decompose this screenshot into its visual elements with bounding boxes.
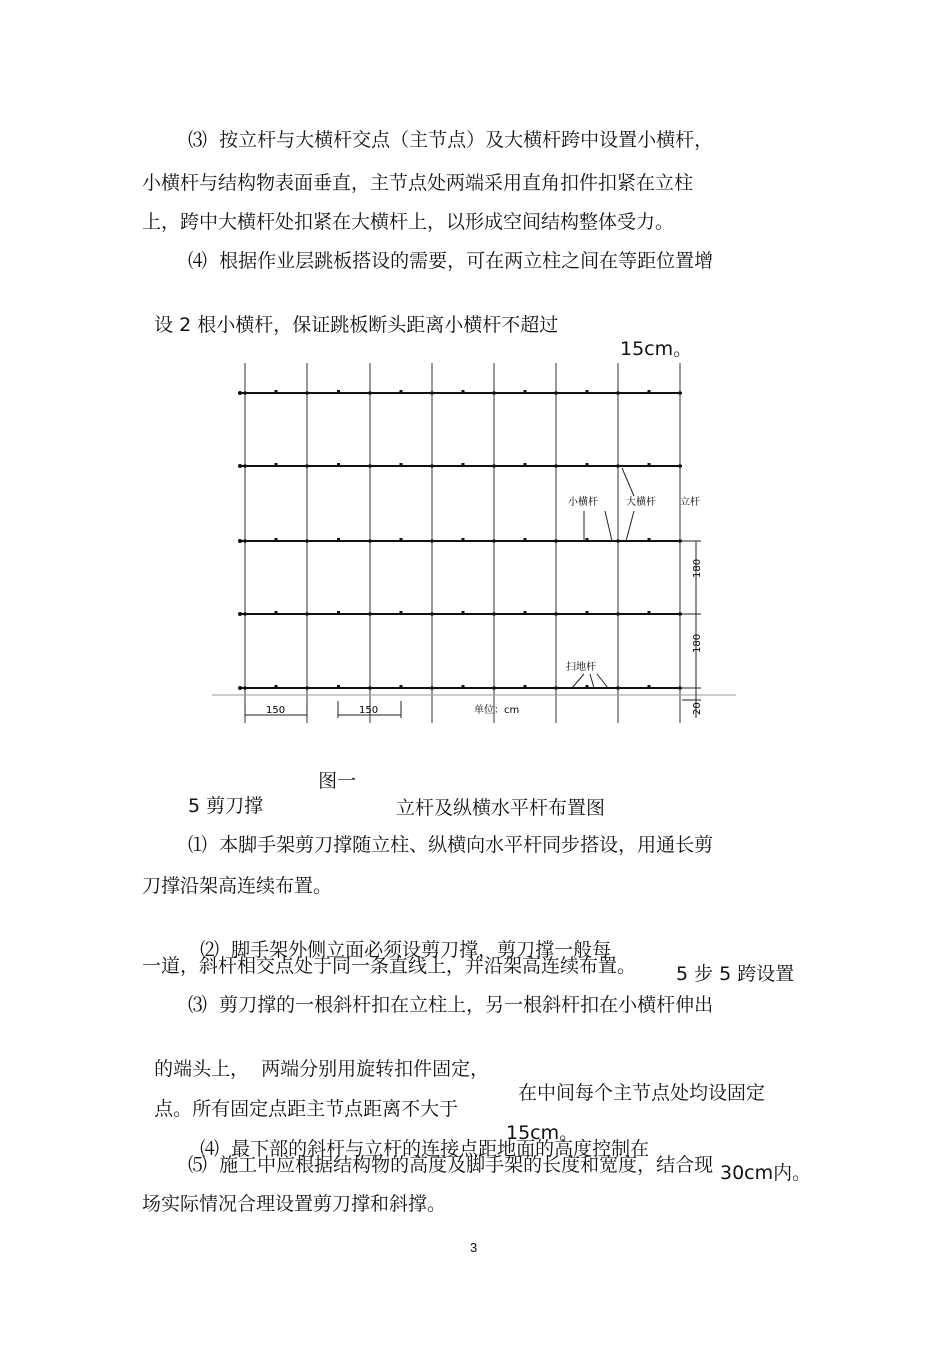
- section-title: 5 剪刀撑: [188, 795, 264, 817]
- small-bar-label: 小横杆: [568, 497, 598, 508]
- node-coupler: [492, 612, 496, 616]
- dim-150-b: 150: [359, 705, 379, 716]
- paragraph-tail: 5 步 5 跨设置: [676, 963, 795, 985]
- node-coupler: [616, 464, 620, 468]
- small-bar-coupler: [462, 390, 465, 393]
- node-coupler: [243, 464, 247, 468]
- small-bar-coupler: [400, 611, 403, 614]
- small-bar-coupler: [524, 685, 527, 688]
- small-bar-coupler: [337, 390, 340, 393]
- node-coupler: [368, 612, 372, 616]
- node-coupler: [305, 391, 309, 395]
- bar-end: [238, 391, 242, 395]
- small-bar-coupler: [337, 463, 340, 466]
- small-bar-coupler: [337, 685, 340, 688]
- small-bar-coupler: [586, 463, 589, 466]
- small-bar-coupler: [648, 463, 651, 466]
- bar-end: [238, 464, 242, 468]
- node-coupler: [554, 612, 558, 616]
- small-bar-coupler: [337, 538, 340, 541]
- node-coupler: [305, 612, 309, 616]
- caption-number: 图一: [318, 770, 357, 792]
- node-coupler: [616, 686, 620, 690]
- paragraph-text: ⑵ 脚手架外侧立面必须设剪刀撑，剪刀撑一般每: [200, 939, 612, 961]
- paragraph-line: ⑷ 根据作业层跳板搭设的需要，可在两立柱之间在等距位置增: [188, 250, 714, 272]
- paragraph-text: 点。所有固定点距主节点距离不大于: [154, 1098, 459, 1120]
- node-coupler: [616, 612, 620, 616]
- node-coupler: [430, 612, 434, 616]
- small-bar-coupler: [400, 463, 403, 466]
- paragraph-line: 一道，斜杆相交点处于同一条直线上，并沿架高连续布置。: [142, 955, 637, 977]
- node-coupler: [305, 464, 309, 468]
- scaffold-layout-figure: [212, 358, 736, 726]
- small-bar-coupler: [648, 685, 651, 688]
- bar-end: [238, 539, 242, 543]
- node-coupler: [430, 539, 434, 543]
- paragraph-tail: 15cm。: [506, 1122, 579, 1144]
- small-bar-coupler: [648, 390, 651, 393]
- small-bar-coupler: [524, 463, 527, 466]
- node-coupler: [678, 539, 682, 543]
- small-bar-coupler: [275, 538, 278, 541]
- node-coupler: [430, 686, 434, 690]
- small-bar-coupler: [337, 611, 340, 614]
- node-coupler: [243, 686, 247, 690]
- sweep-bar-label: 扫地杆: [566, 662, 596, 673]
- node-coupler: [492, 686, 496, 690]
- small-bar-coupler: [400, 685, 403, 688]
- small-bar-coupler: [524, 538, 527, 541]
- node-coupler: [678, 612, 682, 616]
- paragraph-line: 上，跨中大横杆处扣紧在大横杆上，以形成空间结构整体受力。: [142, 211, 675, 233]
- node-coupler: [678, 391, 682, 395]
- small-bar-coupler: [586, 611, 589, 614]
- small-bar-coupler: [400, 538, 403, 541]
- node-coupler: [368, 391, 372, 395]
- paragraph-text: 的端头上， 两端分别用旋转扣件固定，: [154, 1058, 490, 1080]
- small-bar-coupler: [648, 611, 651, 614]
- node-coupler: [616, 539, 620, 543]
- small-bar-coupler: [462, 685, 465, 688]
- small-bar-coupler: [462, 611, 465, 614]
- bar-end: [238, 612, 242, 616]
- paragraph-line: ⑶ 按立杆与大横杆交点（主节点）及大横杆跨中设置小横杆，: [188, 129, 714, 151]
- node-coupler: [616, 391, 620, 395]
- node-coupler: [554, 464, 558, 468]
- node-coupler: [492, 391, 496, 395]
- node-coupler: [243, 612, 247, 616]
- dim-20: 20: [692, 702, 703, 715]
- paragraph-line: 小横杆与结构物表面垂直，主节点处两端采用直角扣件扣紧在立柱: [142, 172, 694, 194]
- paragraph-text: 设 2 根小横杆，保证跳板断头距离小横杆不超过: [154, 314, 559, 336]
- node-coupler: [305, 539, 309, 543]
- node-coupler: [554, 539, 558, 543]
- paragraph-tail: 30cm内。: [720, 1162, 812, 1184]
- small-bar-coupler: [586, 390, 589, 393]
- small-bar-coupler: [586, 685, 589, 688]
- upright-label: 立杆: [680, 497, 700, 508]
- small-bar-coupler: [275, 611, 278, 614]
- large-bar-label: 大横杆: [626, 497, 656, 508]
- small-bar-coupler: [400, 390, 403, 393]
- bar-end: [238, 686, 242, 690]
- paragraph-tail: 在中间每个主节点处均设固定: [518, 1082, 766, 1104]
- paragraph-tail: 15cm。: [620, 338, 693, 360]
- dim-150-a: 150: [266, 705, 286, 716]
- dim-180-upper: 180: [692, 558, 703, 578]
- paragraph-line: 刀撑沿架高连续布置。: [142, 875, 333, 897]
- small-bar-coupler: [648, 538, 651, 541]
- unit-label: 单位：cm: [474, 705, 520, 716]
- node-coupler: [243, 539, 247, 543]
- node-coupler: [368, 464, 372, 468]
- node-coupler: [492, 464, 496, 468]
- node-coupler: [678, 686, 682, 690]
- small-bar-coupler: [524, 390, 527, 393]
- paragraph-line: ⑶ 剪刀撑的一根斜杆扣在立柱上，另一根斜杆扣在小横杆伸出: [188, 994, 714, 1016]
- paragraph-text: ⑷ 最下部的斜杆与立杆的连接点距地面的高度控制在: [200, 1138, 650, 1160]
- dim-180-lower: 180: [692, 633, 703, 653]
- caption-text: 立杆及纵横水平杆布置图: [396, 797, 606, 819]
- paragraph-line: ⑴ 本脚手架剪刀撑随立柱、纵横向水平杆同步搭设，用通长剪: [188, 834, 714, 856]
- paragraph-line: ⑸ 施工中应根据结构物的高度及脚手架的长度和宽度，结合现: [188, 1154, 714, 1176]
- node-coupler: [368, 539, 372, 543]
- small-bar-coupler: [275, 685, 278, 688]
- node-coupler: [678, 464, 682, 468]
- page-number: 3: [470, 1240, 478, 1255]
- node-coupler: [554, 686, 558, 690]
- node-coupler: [305, 686, 309, 690]
- small-bar-coupler: [462, 463, 465, 466]
- figure-caption: [306, 744, 606, 819]
- small-bar-coupler: [586, 538, 589, 541]
- node-coupler: [368, 686, 372, 690]
- node-coupler: [554, 391, 558, 395]
- paragraph-line: [142, 289, 693, 361]
- node-coupler: [430, 391, 434, 395]
- node-coupler: [430, 464, 434, 468]
- node-coupler: [492, 539, 496, 543]
- scaffold-grid: [212, 363, 736, 723]
- small-bar-coupler: [524, 611, 527, 614]
- small-bar-coupler: [462, 538, 465, 541]
- small-bar-coupler: [275, 463, 278, 466]
- node-coupler: [243, 391, 247, 395]
- small-bar-coupler: [275, 390, 278, 393]
- paragraph-line: 场实际情况合理设置剪刀撑和斜撑。: [142, 1193, 447, 1215]
